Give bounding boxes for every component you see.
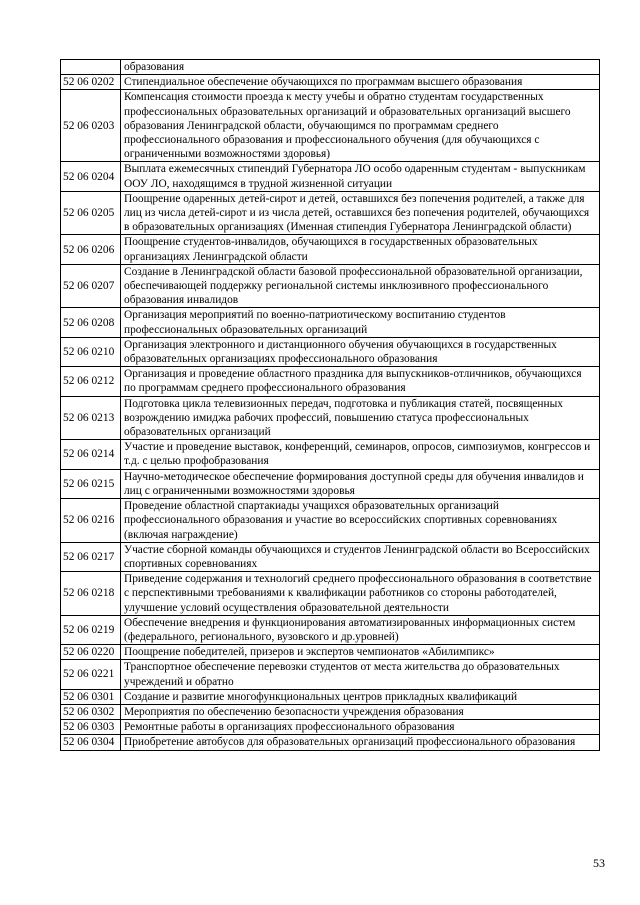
row-code: 52 06 0218: [61, 572, 121, 616]
table-row: [61, 308, 600, 337]
row-code: 52 06 0210: [61, 337, 121, 366]
row-code: 52 06 0216: [61, 499, 121, 543]
row-code: 52 06 0214: [61, 440, 121, 469]
row-description: Создание и развитие многофункциональных центров прикладных квалификаций: [121, 689, 600, 704]
row-description: образования: [121, 60, 600, 75]
table-row: [61, 90, 600, 162]
row-description: Организация и проведение областного праздника для выпускников-отличников, обучающихся по программам среднего профессионального образования: [121, 367, 600, 396]
row-description: Транспортное обеспечение перевозки студентов от места жительства до образовательных учреждений и обратно: [121, 660, 600, 689]
row-description: Ремонтные работы в организациях профессионального образования: [121, 720, 600, 735]
page-number: 53: [593, 856, 605, 870]
table-row: [61, 75, 600, 90]
table-row: [61, 735, 600, 750]
row-code: 52 06 0301: [61, 689, 121, 704]
table-row: [61, 689, 600, 704]
table-row: [61, 337, 600, 366]
table-row: [61, 572, 600, 616]
row-description: Поощрение одаренных детей-сирот и детей, оставшихся без попечения родителей, а также для лиц из числа детей-сирот и из числа детей, оставшихся без попечения родителей, обучающихся в образовательных организациях (Именная стипендия Губернатора Ленинградской области): [121, 191, 600, 235]
row-code: 52 06 0213: [61, 396, 121, 440]
row-code: 52 06 0205: [61, 191, 121, 235]
row-description: Создание в Ленинградской области базовой профессиональной образовательной организации, обеспечивающей поддержку региональной системы инклюзивного профессионального образования инвалидов: [121, 264, 600, 308]
row-description: Проведение областной спартакиады учащихся образовательных организаций профессионального образования и участие во всероссийских спортивных соревнованиях (включая награждение): [121, 499, 600, 543]
table-row: [61, 660, 600, 689]
table-row: [61, 499, 600, 543]
row-description: Участие сборной команды обучающихся и студентов Ленинградской области во Всероссийских спортивных соревнованиях: [121, 542, 600, 571]
row-description: Приобретение автобусов для образовательных организаций профессионального образования: [121, 735, 600, 750]
row-code: 52 06 0207: [61, 264, 121, 308]
row-description: Подготовка цикла телевизионных передач, подготовка и публикация статей, посвященных возрождению имиджа рабочих профессий, повышению статуса профессиональных образовательных организаций: [121, 396, 600, 440]
row-code: 52 06 0302: [61, 704, 121, 719]
row-description: Поощрение студентов-инвалидов, обучающихся в государственных образовательных организациях Ленинградской области: [121, 235, 600, 264]
table-row: [61, 469, 600, 498]
table-body: [61, 60, 600, 751]
row-description: Научно-методическое обеспечение формирования доступной среды для обучения инвалидов и лиц с ограниченными возможностями здоровья: [121, 469, 600, 498]
table-row: [61, 720, 600, 735]
row-description: Обеспечение внедрения и функционирования автоматизированных информационных систем (федерального, регионального, вузовского и др.уровней): [121, 615, 600, 644]
table-row: [61, 367, 600, 396]
row-code: 52 06 0221: [61, 660, 121, 689]
row-code: 52 06 0215: [61, 469, 121, 498]
row-code: 52 06 0204: [61, 162, 121, 191]
row-description: Мероприятия по обеспечению безопасности учреждения образования: [121, 704, 600, 719]
table-row: [61, 440, 600, 469]
row-code: 52 06 0212: [61, 367, 121, 396]
row-code: 52 06 0217: [61, 542, 121, 571]
table-row: [61, 542, 600, 571]
table-row: [61, 235, 600, 264]
row-description: Организация электронного и дистанционного обучения обучающихся в государственных образовательных организациях профессионального образования: [121, 337, 600, 366]
row-description: Участие и проведение выставок, конференций, семинаров, опросов, симпозиумов, конгрессов и т.д. с целью профобразования: [121, 440, 600, 469]
row-code: 52 06 0203: [61, 90, 121, 162]
table-row: [61, 264, 600, 308]
row-code: 52 06 0303: [61, 720, 121, 735]
row-code: 52 06 0219: [61, 615, 121, 644]
row-description: Стипендиальное обеспечение обучающихся по программам высшего образования: [121, 75, 600, 90]
row-code: 52 06 0304: [61, 735, 121, 750]
row-code: 52 06 0220: [61, 645, 121, 660]
table-row: [61, 615, 600, 644]
row-code: 52 06 0208: [61, 308, 121, 337]
row-description: Компенсация стоимости проезда к месту учебы и обратно студентам государственных профессиональных образовательных организаций и образовательных организаций высшего образования Ленинградской области, обучающимся по программам среднего профессионального образования и профессионального обучения (для обучающихся с ограниченными возможностями здоровья): [121, 90, 600, 162]
table-row: [61, 645, 600, 660]
row-code: 52 06 0206: [61, 235, 121, 264]
row-description: Выплата ежемесячных стипендий Губернатора ЛО особо одаренным студентам - выпускникам ООУ ЛО, находящимся в трудной жизненной ситуации: [121, 162, 600, 191]
table-row: [61, 704, 600, 719]
row-description: Приведение содержания и технологий среднего профессионального образования в соответствие с перспективными требованиями к квалификации работников со стороны работодателей, улучшение условий осуществления образовательной деятельности: [121, 572, 600, 616]
row-description: Поощрение победителей, призеров и экспертов чемпионатов «Абилимпикс»: [121, 645, 600, 660]
row-description: Организация мероприятий по военно-патриотическому воспитанию студентов профессиональных образовательных организаций: [121, 308, 600, 337]
table-row: [61, 396, 600, 440]
row-code: 52 06 0202: [61, 75, 121, 90]
table-row: [61, 191, 600, 235]
table-row: [61, 162, 600, 191]
budget-codes-table: [60, 59, 600, 751]
row-code: [61, 60, 121, 75]
table-row: [61, 60, 600, 75]
